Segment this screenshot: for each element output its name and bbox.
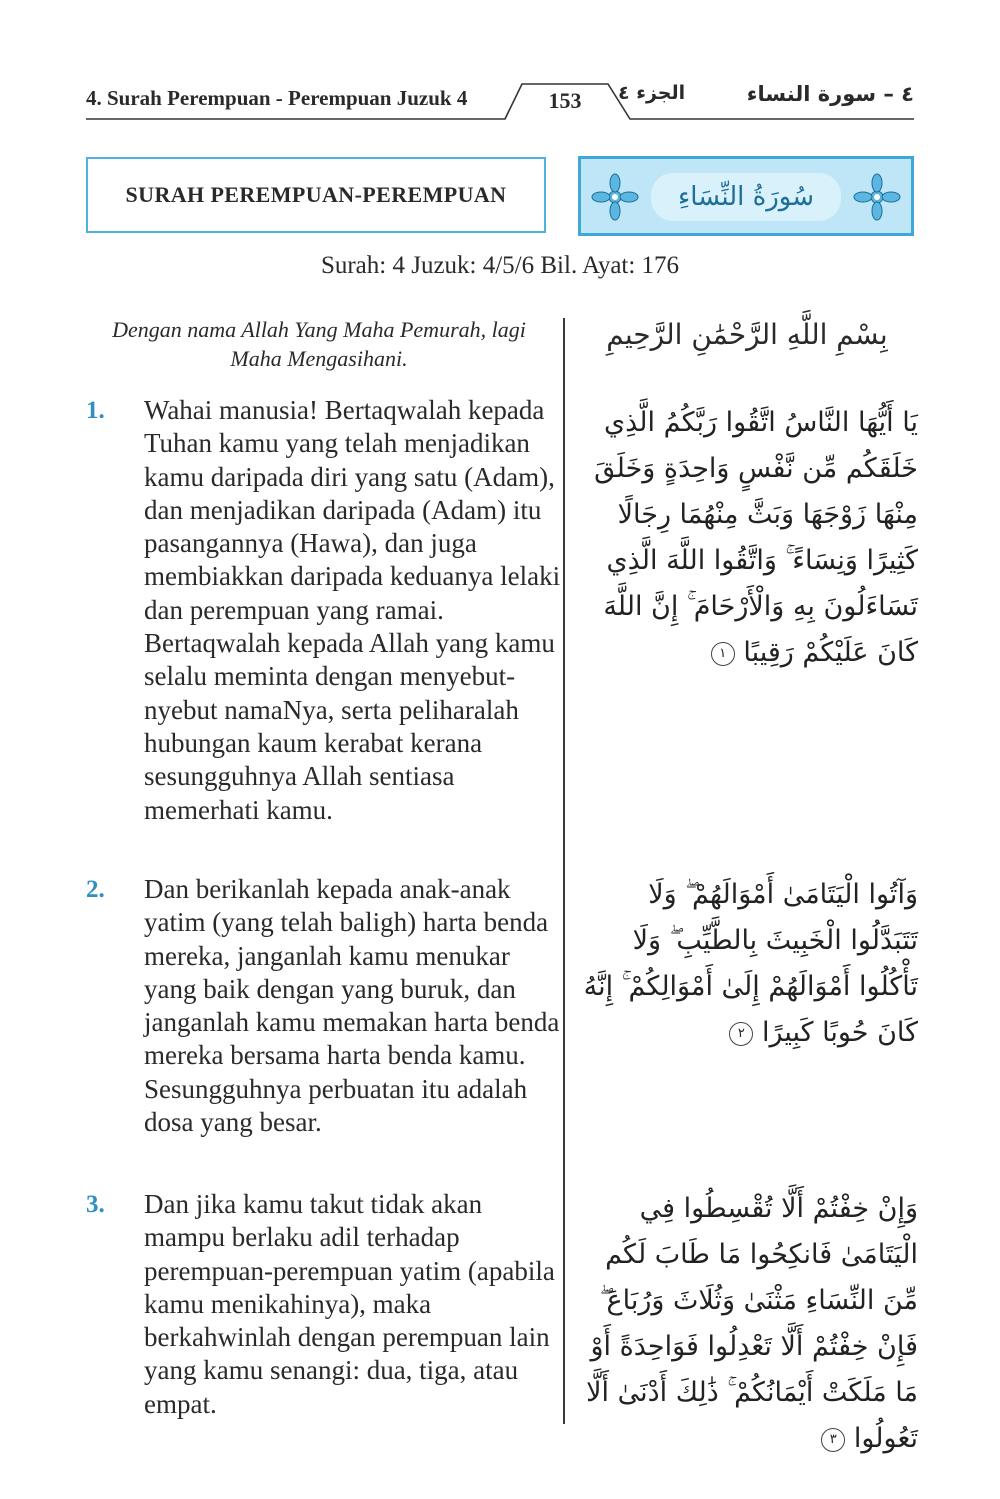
basmalah-arabic: بِسْمِ اللَّهِ الرَّحْمَٰنِ الرَّحِيمِ xyxy=(606,318,888,351)
page-number: 153 xyxy=(548,88,582,113)
surah-arabic-header: ٤ – سورة النساء xyxy=(746,82,914,106)
surah-arabic-title: سُورَةُ النِّسَاءِ xyxy=(651,173,841,221)
verse-arabic-text: يَا أَيُّهَا النَّاسُ اتَّقُوا رَبَّكُمُ الَّذِي خَلَقَكُم مِّن نَّفْسٍ وَاحِدَةٍ وَخَلَقَ مِنْهَا زَوْجَهَا وَبَثَّ مِنْهُمَا رِجَالًا كَثِيرًا وَنِسَاءً ۚ وَاتَّقُوا اللَّهَ الَّذِي تَسَاءَلُونَ بِهِ وَالْأَرْحَامَ ۚ إِنَّ اللَّهَ كَانَ عَلَيْكُمْ رَقِيبًا xyxy=(594,407,918,668)
juz-arabic-label: الجزء ٤ xyxy=(618,82,686,104)
verse-arabic xyxy=(580,872,918,1056)
verse-translation: Wahai manusia! Bertaqwalah kepada Tuhan kamu yang telah menjadikan kamu daripada diri yang satu (Adam), dan menjadikan daripada (Adam) itu pasangannya (Hawa), dan juga membiakkan daripada keduanya lelaki dan perempuan yang ramai. Bertaqwalah kepada Allah yang kamu selalu meminta dengan menyebut-nyebut namaNya, serta peliharalah hubungan kaum kerabat kerana sesungguhnya Allah sentiasa memerhati kamu. xyxy=(144,395,561,825)
verse-translation: Dan jika kamu takut tidak akan mampu berlaku adil terhadap perempuan-perempuan yatim (apabila kamu menikahinya), maka berkahwinlah dengan perempuan lain yang kamu senangi: dua, tiga, atau empat. xyxy=(144,1189,555,1419)
verse-translation: Dan berikanlah kepada anak-anak yatim (yang telah baligh) harta benda mereka, janganlah kamu menukar yang baik dengan yang buruk, dan janganlah kamu memakan harta benda mereka bersama harta benda kamu. Sesungguhnya perbuatan itu adalah dosa yang besar. xyxy=(144,874,560,1138)
basmalah-translation: Dengan nama Allah Yang Maha Pemurah, lagi Maha Mengasihani. xyxy=(112,317,526,371)
ayah-end-marker: ١ xyxy=(711,642,735,666)
ayah-end-marker: ٣ xyxy=(821,1428,845,1452)
verse-arabic xyxy=(580,1186,918,1462)
verse-arabic-text: وَآتُوا الْيَتَامَىٰ أَمْوَالَهُمْ ۖ وَلَا تَتَبَدَّلُوا الْخَبِيثَ بِالطَّيِّبِ ۖ وَلَا تَأْكُلُوا أَمْوَالَهُمْ إِلَىٰ أَمْوَالِكُمْ ۚ إِنَّهُ كَانَ حُوبًا كَبِيرًا xyxy=(583,879,918,1048)
verse-number: 3. xyxy=(86,1191,105,1218)
surah-title-box xyxy=(86,157,546,233)
verse-number: 1. xyxy=(86,397,105,424)
verse-arabic xyxy=(580,400,918,676)
running-header-title: 4. Surah Perempuan - Perempuan Juzuk 4 xyxy=(86,86,468,110)
surah-arabic-title-panel xyxy=(578,156,914,236)
rosette-ornament-icon xyxy=(591,173,639,221)
header-rule xyxy=(0,0,1000,130)
verse-arabic-text: وَإِنْ خِفْتُمْ أَلَّا تُقْسِطُوا فِي الْيَتَامَىٰ فَانكِحُوا مَا طَابَ لَكُم مِّنَ النِّسَاءِ مَثْنَىٰ وَثُلَاثَ وَرُبَاعَ ۖ فَإِنْ خِفْتُمْ أَلَّا تَعْدِلُوا فَوَاحِدَةً أَوْ مَا مَلَكَتْ أَيْمَانُكُمْ ۚ ذَٰلِكَ أَدْنَىٰ أَلَّا تَعُولُوا xyxy=(586,1193,918,1454)
surah-title: SURAH PEREMPUAN-PEREMPUAN xyxy=(125,182,507,207)
surah-info-line: Surah: 4 Juzuk: 4/5/6 Bil. Ayat: 176 xyxy=(320,252,680,279)
verse-number: 2. xyxy=(86,876,105,903)
rosette-ornament-icon xyxy=(853,173,901,221)
ayah-end-marker: ٢ xyxy=(729,1022,753,1046)
